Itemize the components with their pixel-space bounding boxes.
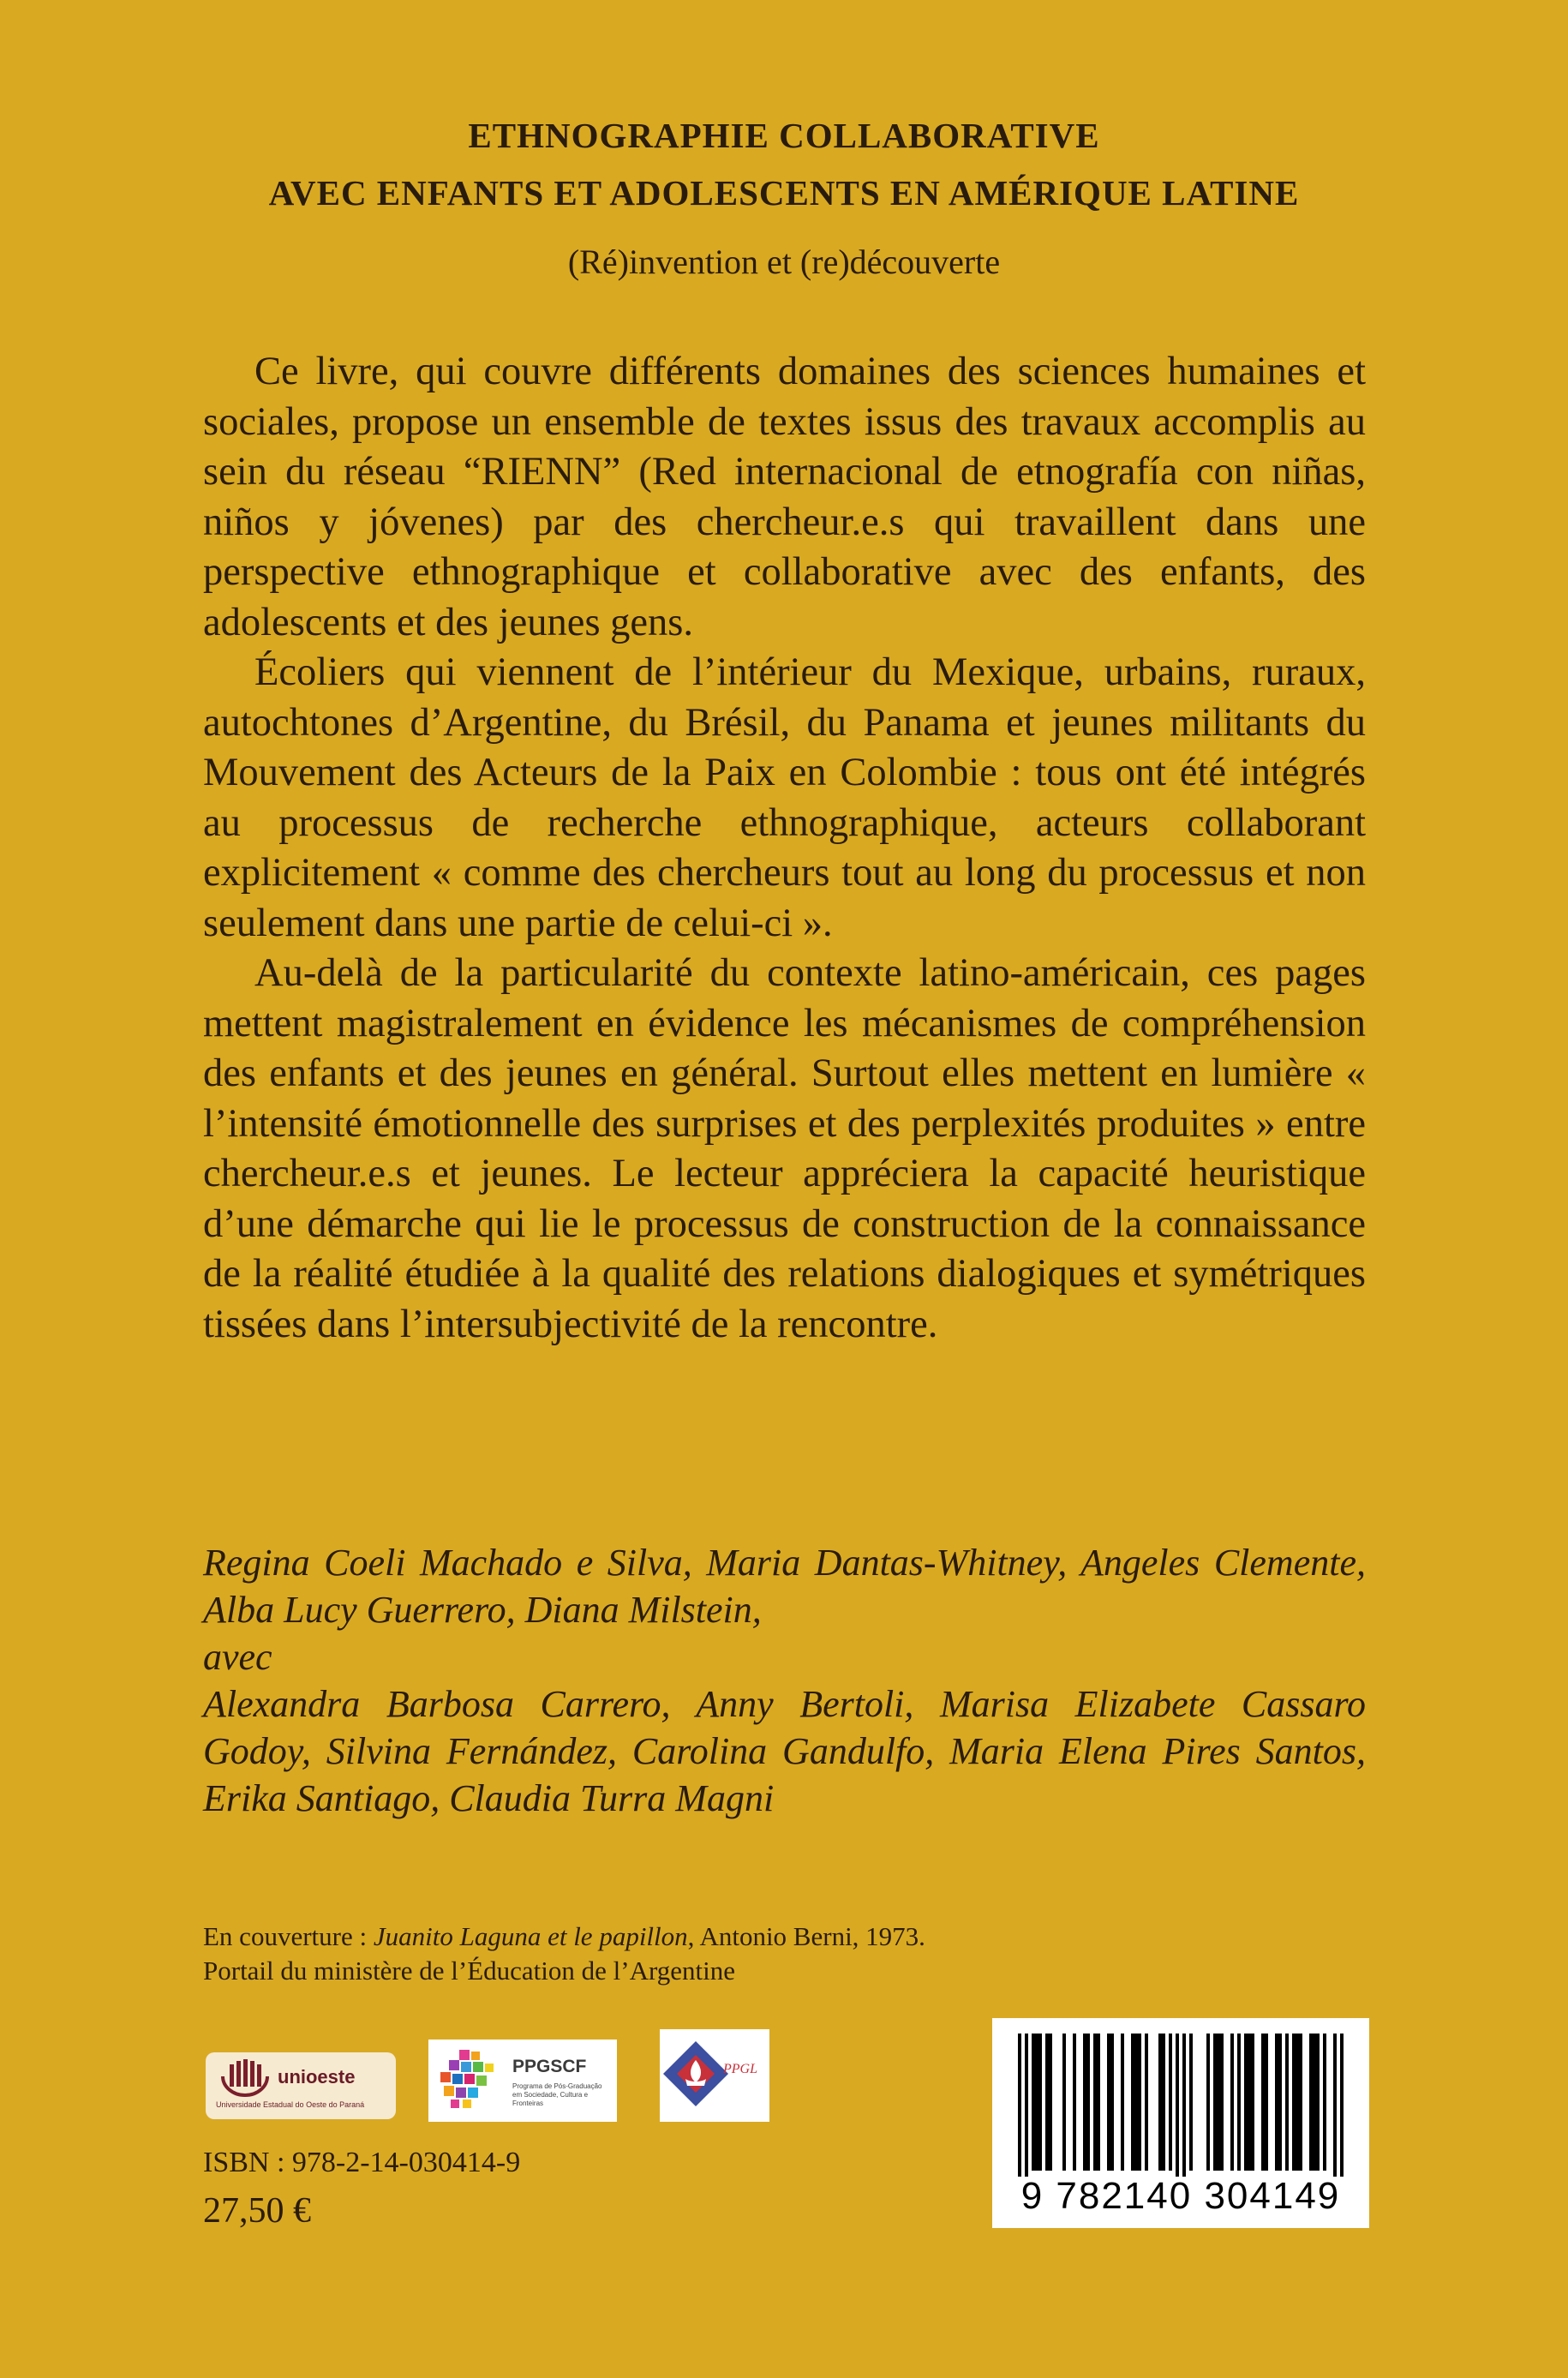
barcode-bar (1340, 2034, 1344, 2177)
barcode-bar (1176, 2034, 1179, 2177)
barcode-bar (1169, 2034, 1172, 2171)
barcode-bar (1110, 2034, 1114, 2171)
book-title-line-1: ETHNOGRAPHIE COLLABORATIVE (468, 116, 1100, 155)
unioeste-subtitle: Universidade Estadual do Oeste do Paraná (216, 2100, 365, 2109)
barcode-bar (1032, 2034, 1035, 2171)
with-label: avec (203, 1636, 272, 1678)
artwork-title: Juanito Laguna et le papillon (373, 1921, 688, 1951)
ppgl-logo (660, 2029, 769, 2122)
barcode-bar (1292, 2034, 1296, 2171)
summary-paragraph: Écoliers qui viennent de l’intérieur du Mexique, urbains, ruraux, autochtones d’Argentine, du Brésil, du Panama et jeunes militants du Mouvement des Acteurs de la Paix en Colombie : tous ont été intégrés au processus de recherche ethnographique, acteurs collaborant explicitement « comme des chercheurs tout au long du processus et non seulement dans une partie de celui-ci ». (203, 650, 1366, 945)
barcode-bar (1285, 2034, 1289, 2171)
author-list (203, 1539, 1366, 1822)
back-cover-summary (203, 347, 1366, 1350)
barcode-bar (1035, 2034, 1038, 2171)
barcode-digits: 9 782140 304149 (1020, 2175, 1341, 2217)
barcode-bar (1206, 2034, 1210, 2171)
barcode-bar (1309, 2034, 1313, 2171)
barcode-bar (1086, 2034, 1090, 2171)
barcode-bar (1299, 2034, 1302, 2171)
barcode-bar (1275, 2034, 1278, 2171)
barcode-bar (1121, 2034, 1124, 2171)
barcode-bar (1038, 2034, 1042, 2171)
cover-credit-line (203, 1920, 925, 1954)
ppgscf-subtitle: Programa de Pós-Graduação em Sociedade, Cultura e Fronteiras (512, 2082, 602, 2107)
barcode-bar (1131, 2034, 1134, 2171)
contributors: Alexandra Barbosa Carrero, Anny Bertoli, Marisa Elizabete Cassaro Godoy, Silvina Fernández, Carolina Gandulfo, Maria Elena Pires Santos, Erika Santiago, Claudia Turra Magni (203, 1683, 1366, 1819)
credit-suffix: , Antonio Berni, 1973. (687, 1921, 925, 1951)
unioeste-logo (206, 2052, 396, 2119)
barcode-bar (1316, 2034, 1320, 2171)
barcode (992, 2018, 1369, 2228)
isbn: ISBN : 978-2-14-030414-9 (203, 2147, 521, 2178)
barcode-bar (1097, 2034, 1100, 2171)
barcode-bar (1093, 2034, 1097, 2171)
barcode-bar (1261, 2034, 1265, 2171)
ppgscf-mosaic-icon (435, 2046, 504, 2115)
barcode-bar (1230, 2034, 1234, 2171)
book-title-line-2: AVEC ENFANTS ET ADOLESCENTS EN AMÉRIQUE LATINE (268, 173, 1300, 213)
barcode-bar (1265, 2034, 1268, 2171)
barcode-bar (1134, 2034, 1138, 2171)
barcode-bar (1018, 2034, 1021, 2177)
barcode-bar (1158, 2034, 1162, 2171)
barcode-bar (1162, 2034, 1165, 2171)
barcode-bars (992, 2018, 1369, 2177)
barcode-bar (1217, 2034, 1220, 2171)
ppgscf-logo (428, 2040, 617, 2122)
barcode-bar (1323, 2034, 1326, 2171)
barcode-bar (1296, 2034, 1299, 2171)
summary-paragraph: Au-delà de la particularité du contexte latino-américain, ces pages mettent magistralement en évidence les mécanismes de compréhension des enfants et des jeunes en général. Surtout elles mettent en lumière « l’intensité émotionnelle des surprises et des perplexités produites » entre chercheur.e.s et jeunes. Le lecteur appréciera la capacité heuristique d’une démarche qui lie le processus de construction de la connaissance de la réalité étudiée à la qualité des relations dialogiques et symétriques tissées dans l’intersubjectivité de la rencontre. (203, 951, 1366, 1346)
barcode-bar (1237, 2034, 1241, 2171)
barcode-bar (1278, 2034, 1282, 2171)
barcode-bar (1062, 2034, 1066, 2171)
book-subtitle: (Ré)invention et (re)découverte (567, 243, 1001, 281)
barcode-bar (1313, 2034, 1316, 2171)
barcode-bar (1244, 2034, 1248, 2171)
ppgscf-name: PPGSCF (512, 2057, 587, 2076)
unioeste-name: unioeste (278, 2066, 356, 2087)
barcode-bar (1213, 2034, 1217, 2171)
barcode-bar (1045, 2034, 1049, 2171)
barcode-bar (1025, 2034, 1028, 2177)
cover-credits (203, 1920, 925, 1988)
barcode-bar (1049, 2034, 1052, 2171)
credit-source-line: Portail du ministère de l’Éducation de l’Argentine (203, 1956, 735, 1986)
barcode-bar (1248, 2034, 1251, 2171)
barcode-bar (1145, 2034, 1148, 2171)
barcode-bar (1333, 2034, 1337, 2177)
barcode-bar (1189, 2034, 1193, 2171)
barcode-bar (1251, 2034, 1254, 2171)
editors: Regina Coeli Machado e Silva, Maria Dantas-Whitney, Angeles Clemente, Alba Lucy Guerrero, Diana Milstein, (203, 1542, 1366, 1631)
barcode-bar (1107, 2034, 1110, 2171)
summary-paragraph: Ce livre, qui couvre différents domaines des sciences humaines et sociales, propose un ensemble de textes issus des travaux accomplis au sein du réseau “RIENN” (Red internacional de etnografía con niñas, niños y jóvenes) par des chercheur.e.s qui travaillent dans une perspective ethnographique et collaborative avec des enfants, des adolescents et des jeunes gens. (203, 350, 1366, 644)
credit-prefix: En couverture : (203, 1921, 374, 1951)
barcode-bar (1220, 2034, 1224, 2171)
barcode-bar (1073, 2034, 1076, 2171)
price: 27,50 € (203, 2191, 311, 2231)
barcode-bar (1083, 2034, 1086, 2171)
barcode-bar (1138, 2034, 1141, 2171)
barcode-bar (1182, 2034, 1186, 2177)
ppgl-name: PPGL (723, 2062, 757, 2076)
